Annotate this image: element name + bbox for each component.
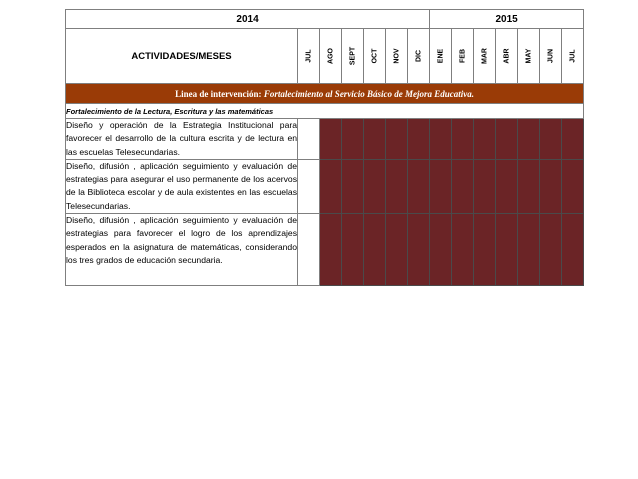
schedule-cell [452, 119, 474, 160]
schedule-cell [562, 119, 584, 160]
month-sept: SEPT [342, 29, 364, 84]
schedule-cell [518, 159, 540, 213]
month-feb: FEB [452, 29, 474, 84]
month-nov: NOV [386, 29, 408, 84]
schedule-table [65, 9, 584, 286]
schedule-cell [452, 214, 474, 286]
schedule-cell [540, 214, 562, 286]
activities-header: ACTIVIDADES/MESES [66, 29, 298, 84]
schedule-cell [408, 119, 430, 160]
activity-row [66, 214, 584, 286]
month-oct: OCT [364, 29, 386, 84]
schedule-cell [496, 159, 518, 213]
schedule-cell [342, 119, 364, 160]
schedule-cell [342, 214, 364, 286]
month-may: MAY [518, 29, 540, 84]
schedule-cell [342, 159, 364, 213]
year-row [66, 10, 584, 29]
schedule-cell [430, 119, 452, 160]
schedule-cell [320, 159, 342, 213]
schedule-cell [430, 214, 452, 286]
schedule-cell [408, 214, 430, 286]
month-jun: JUN [540, 29, 562, 84]
activity-row [66, 119, 584, 160]
month-jul-2015: JUL [562, 29, 584, 84]
schedule-cell [386, 119, 408, 160]
schedule-cell [562, 159, 584, 213]
month-header-row [66, 29, 584, 84]
schedule-cell [474, 159, 496, 213]
schedule-cell [562, 214, 584, 286]
schedule-cell [474, 119, 496, 160]
month-ene: ENE [430, 29, 452, 84]
schedule-cell [298, 214, 320, 286]
schedule-cell [320, 214, 342, 286]
intervention-line-prefix: Linea de intervención: [175, 88, 264, 99]
schedule-cell [452, 159, 474, 213]
month-mar: MAR [474, 29, 496, 84]
activity-row [66, 159, 584, 213]
schedule-cell [408, 159, 430, 213]
schedule-cell [298, 119, 320, 160]
intervention-line [66, 84, 584, 104]
schedule-cell [496, 214, 518, 286]
month-abr: ABR [496, 29, 518, 84]
month-ago: AGO [320, 29, 342, 84]
month-dic: DIC [408, 29, 430, 84]
month-jul-2014: JUL [298, 29, 320, 84]
activity-description: Diseño y operación de la Estrategia Institucional para favorecer el desarrollo de la cultura escrita y de lectura en las escuelas Telesecundarias. [66, 119, 298, 160]
schedule-cell [540, 159, 562, 213]
year-2015: 2015 [430, 10, 584, 29]
intervention-line-row [66, 84, 584, 104]
intervention-line-title: Fortalecimiento al Servicio Básico de Mejora Educativa. [263, 88, 475, 99]
section-subtitle: Fortalecimiento de la Lectura, Escritura y las matemáticas [66, 104, 584, 119]
schedule-cell [386, 214, 408, 286]
schedule-cell [364, 119, 386, 160]
schedule-cell [320, 119, 342, 160]
schedule-cell [540, 119, 562, 160]
schedule-cell [474, 214, 496, 286]
schedule-cell [430, 159, 452, 213]
activity-description: Diseño, difusión , aplicación seguimiento y evaluación de estrategias para asegurar el uso permanente de los acervos de la Biblioteca escolar y de aula existentes en las escuelas Telesecundarias. [66, 159, 298, 213]
activity-description: Diseño, difusión , aplicación seguimiento y evaluación de estrategias para favorecer el logro de los aprendizajes esperados en la asignatura de matemáticas, considerando los tres grados de educación secundaria. [66, 214, 298, 286]
schedule-cell [386, 159, 408, 213]
schedule-cell [364, 214, 386, 286]
schedule-cell [364, 159, 386, 213]
schedule-cell [518, 214, 540, 286]
schedule-cell [518, 119, 540, 160]
subtitle-row [66, 104, 584, 119]
year-2014: 2014 [66, 10, 430, 29]
schedule-cell [496, 119, 518, 160]
schedule-cell [298, 159, 320, 213]
